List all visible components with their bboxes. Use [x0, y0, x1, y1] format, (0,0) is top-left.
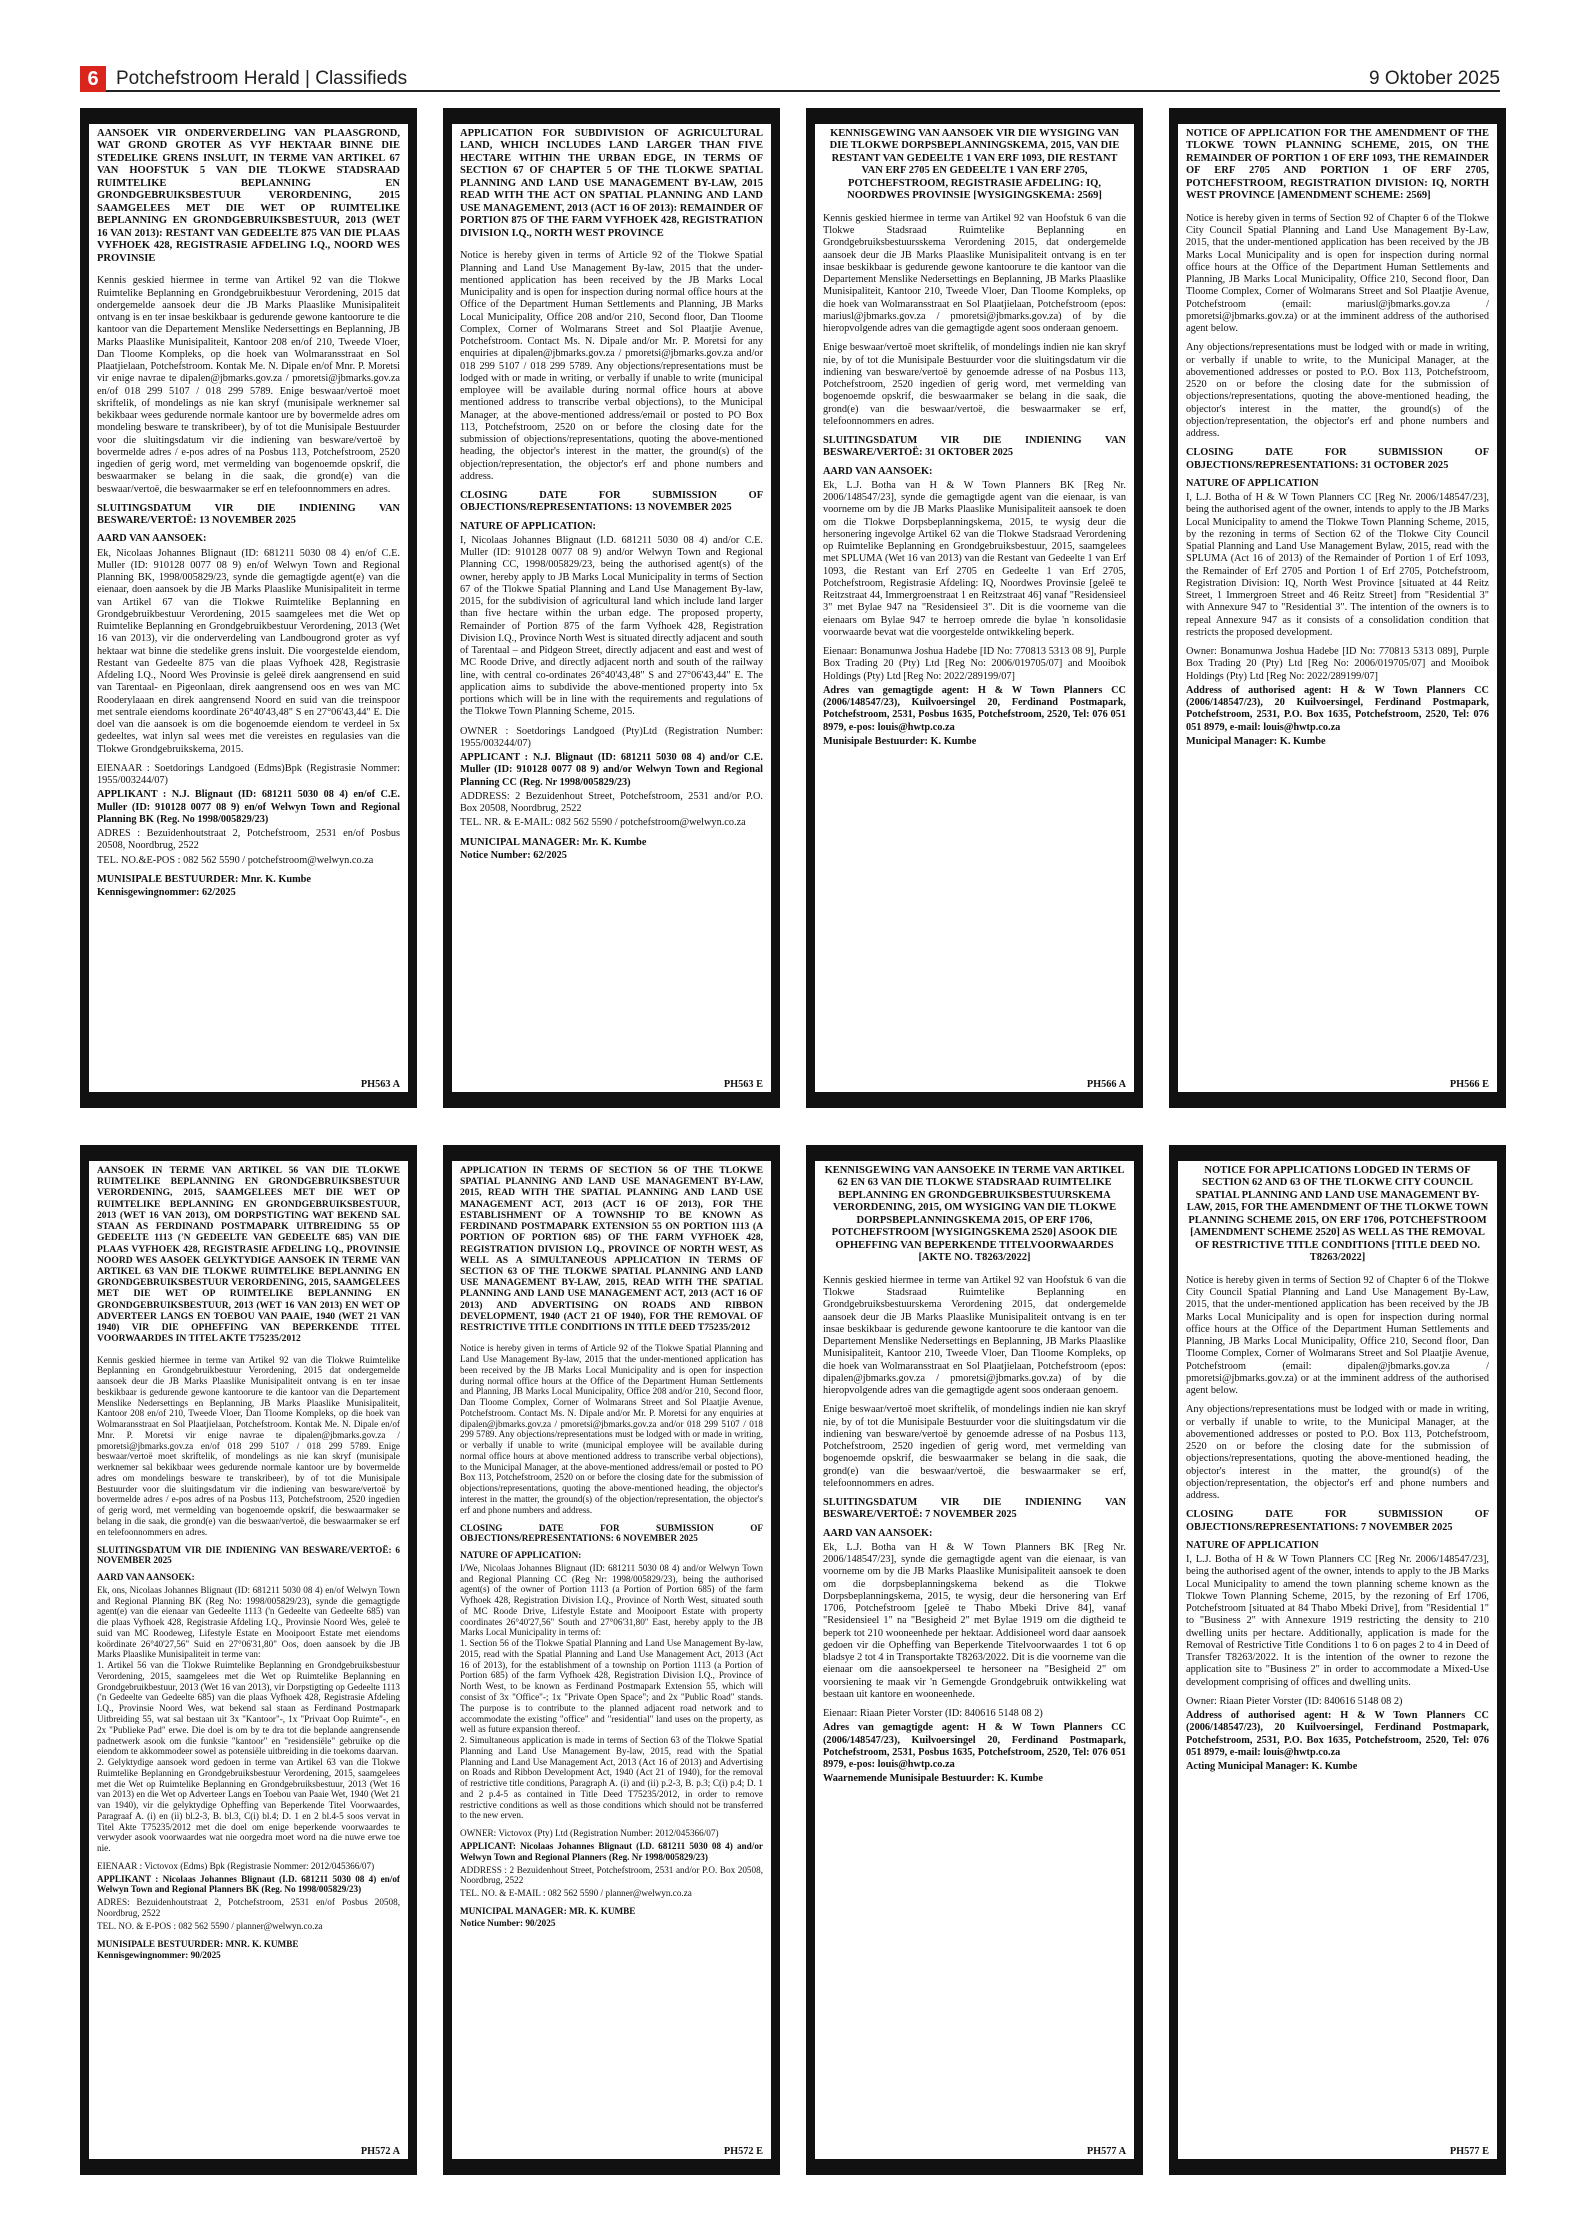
manager-signoff: MUNICIPAL MANAGER: Mr. K. Kumbe [460, 836, 647, 848]
notice-reference: PH566 A [1086, 1079, 1126, 1090]
owner-line: Owner: Riaan Pieter Vorster (ID: 840616 5148 08 2) [1186, 1695, 1403, 1707]
notice-paragraph: Kennis geskied hiermee in terme van Artikel 92 van Hoofstuk 6 van die Tlokwe Stadsraad Ruimtelike Beplanning en Grondgebruiksbestuurskema Verordening 2015, dat ondergemelde aansoek deur die JB Marks Plaaslike Munisipaliteit ontvang is en ter insae beskikbaar is gedurende gewone kantoorure te die kantoor van die Departement Menslike Nedersettings en Beplanning, JB Marks Plaaslike Munisipaliteit, Kantoor 210, Tweede Vloer, Dan Tloome Kompleks, op die hoek van Wolmaransstraat en Sol Plaatjielaan, Potchefstroom (epos: dipalen@jbmarks.gov.za / pmoretsi@jbmarks.gov.za) of by die hieropvolgende adres van die gemagtigde agent soos onderaan genoem. [823, 1274, 1126, 1397]
address-line: ADRES : Bezuidenhoutstraat 2, Potchefstroom, 2531 en/of Posbus 20508, Noordbrug, 2522 [97, 828, 400, 852]
application-text: I, Nicolaas Johannes Blignaut (I.D. 681211 5030 08 4) and/or C.E. Muller (ID: 910128 0077 08 9) and/or Welwyn Town and Regional Planning CC, 1998/005829/23, being the authorised agent(s) of the owner, hereby apply to JB Marks Local Municipality in terms of Section 67 of the Tlokwe Spatial Planning and Land Use Management By-law, 2015, for the subdivision of agricultural land which include land larger than five hectare within the urban edge. The proposed property, Remainder of Portion 875 of the farm Vyfhoek 428, Registration Division I.Q., Province North West is situated directly adjacent and south of Tarentaal – and Pidgeon Street, directly adjacent and east and west of MC Roode Drive, and directly adjacent north and south of the railway line, with central co-ordinates 26°40'43,48" S and 27°06'43,44" E. The application aims to subdivide the above-mentioned property into 5x portions which will be in line with the requirements and regulations of the Tlokwe Town Planning Scheme, 2015. [460, 534, 763, 718]
manager-signoff: Munisipale Bestuurder: K. Kumbe [823, 735, 977, 747]
notice-ph566e [1169, 108, 1506, 1108]
notice-heading: NOTICE OF APPLICATION FOR THE AMENDMENT OF THE TLOKWE TOWN PLANNING SCHEME, 2015, ON THE REMAINDER OF PORTION 1 OF ERF 1093, THE REMAINDER OF ERF 2705 AND PORTION 1 OF ERF 2705, POTCHEFSTROOM, REGISTRATION DIVISION: IQ, NORTH WEST PROVINCE [AMENDMENT SCHEME: 2569] [1186, 128, 1489, 202]
address-line: ADDRESS : 2 Bezuidenhout Street, Potchefstroom, 2531 and/or P.O. Box 20508, Noordbrug, 2522 [460, 1864, 763, 1886]
notice-ph566a [806, 108, 1143, 1108]
notice-paragraph: Kennis geskied hiermee in terme van Artikel 92 van die Tlokwe Ruimtelike Beplanning en Grondgebruikbestuur Verordening, 2015 dat ondergemelde aansoek deur die JB Marks Plaaslike Munisipaliteit ontvang is en ter insae beskikbaar is gedurende gewone kantoorure te die kantoor van die Departement Menslike Nedersettings en Beplanning, JB Marks Plaaslike Munisipaliteit, Kantoor 208 en/of 210, Tweede Vloer, Dan Tloome Kompleks, op die hoek van Wolmaransstraat en Sol Plaatjielaan, Potchefstroom. Kontak Me. N. Dipale en/of Mnr. P. Moretsi vir enige navrae te dipalen@jbmarks.gov.za / pmoretsi@jbmarks.gov.za en/of 018 299 5107 / 018 299 5789. Enige beswaar/vertoë moet skriftelik, of mondelings as nie kan skryf (munisipale werknemer sal bekikbaar wees gedurende normale kantoor ure by bovermelde adres om mondeling besware te transkribeer), by of tot die Munisipale Bestuurder voor die sluitingsdatum vir die indiening van besware/vertoë by bovermelde adres / e-pos adres of na Posbus 113, Potchefstroom, 2520 ingedien of gerig word, met vermelding van bogenoemde opskrif, die beswaarmaker se belang in die saak, die grond(e) van die beswaar/vertoë, die beswaarmaker se erf en telefoonnommers en adres. [97, 275, 400, 495]
notice-paragraph: Any objections/representations must be lodged with or made in writing, or verbally if unable to write, to the Municipal Manager, at the abovementioned addresses or posted to P.O. Box 113, Potchefstroom, 2520 on or before the closing date for the submission of objections/representations, quoting the above-mentioned heading, the objector's interest in the matter, the ground(s) of the objection/representation, the objector's erf and phone numbers and address. [1186, 342, 1489, 440]
closing-date: SLUITINGSDATUM VIR DIE INDIENING VAN BESWARE/VERTOË: 13 NOVEMBER 2025 [97, 502, 400, 527]
notice-body [97, 1165, 400, 2153]
application-text: I, L.J. Botha of H & W Town Planners CC [Reg Nr. 2006/148547/23], being the authorised agent of the owner, intends to apply to the JB Marks Local Municipality to amend the town planning scheme known as the Tlokwe Town Planning Scheme, 2015, by the rezoning of Erf 1706, Potchefstroom [situated at 84 Thabo Mbeki Drive], from "Residential 1" to "Business 2" with Annexure 1919 restricting the density to 210 dwelling units per hectare. Additionally, application is made for the Removal of Restrictive Title Conditions 1 to 6 on pages 2 to 4 in Deed of Transfer T8263/2022. It is the intention of the owner to rezone the application site to "Business 2" in order to accommodate a Mixed-Use development comprising of offices and dwelling units. [1186, 1554, 1489, 1688]
contact-line: TEL. NO.&E-POS : 082 562 5590 / potchefstroom@welwyn.co.za [97, 854, 374, 866]
notice-ph577a [806, 1145, 1143, 2175]
owner-line: EIENAAR : Soetdorings Landgoed (Edms)Bpk (Registrasie Nommer: 1955/003244/07) [97, 762, 400, 787]
notice-number: Notice Number: 62/2025 [460, 849, 567, 861]
closing-date: SLUITINGSDATUM VIR DIE INDIENING VAN BESWARE/VERTOË: 31 OKTOBER 2025 [823, 435, 1126, 459]
closing-date: CLOSING DATE FOR SUBMISSION OF OBJECTIONS/REPRESENTATIONS: 13 NOVEMBER 2025 [460, 490, 763, 514]
closing-date: SLUITINGSDATUM VIR DIE INDIENING VAN BESWARE/VERTOË: 7 NOVEMBER 2025 [823, 1497, 1126, 1521]
owner-line: Eienaar: Bonamunwa Joshua Hadebe [ID No: 770813 5313 08 9], Purple Box Trading 20 (Pty) Ltd [Reg No: 2006/019705/07] and Mooibok Holdings (Pty) Ltd [Reg No: 2022/289199/07] [823, 646, 1126, 682]
notice-paragraph: Kennis geskied hiermee in terme van Artikel 92 van die Tlokwe Ruimtelike Beplanning en Grondgebruikbestuur Verordening, 2015 dat ondergemelde aansoek deur die JB Marks Plaaslike Munisipaliteit ontvang is en ter insae beskikbaar is gedurende gewone kantoorure te die kantoor van die Departement Menslike Nedersettings en Beplanning, JB Marks Plaaslike Munisipaliteit, Kantoor 208 en/of 210, Tweede Vloer, Dan Tloome Kompleks, op die hoek van Wolmaransstraat en Sol Plaatjielaan, Potchefstroom. Kontak Me. N. Dipale en/of Mnr. P. Moretsi vir enige navrae te dipalen@jbmarks.gov.za / pmoretsi@jbmarks.gov.za en/of 018 299 5107 / 018 299 5789. Enige beswaar/vertoë moet skriftelik, of mondelings as nie kan skryf (munisipale werknemer sal bekikbaar wees gedurende normale kantoor ure by bovermelde adres om mondelings besware te transkribeer), by of tot die Munisipale Bestuurder voor die sluitingsdatum vir die indiening van besware/vertoë by bovermelde adres / e-pos adres of na Posbus 113, Potchefstroom, 2520 ingedien of gerig word, met vermelding van bogenoemde opskrif, die beswaarmaker se belang in die saak, die grond(e) van die beswaar/vertoë, die beswaarmaker se erf en telefoonnommers en adres. [97, 1354, 400, 1537]
closing-date: SLUITINGSDATUM VIR DIE INDIENING VAN BESWARE/VERTOË: 6 NOVEMBER 2025 [97, 1544, 400, 1566]
paper-name: Potchefstroom Herald | Classifieds [116, 68, 408, 89]
notice-body [1186, 1165, 1489, 2153]
notice-reference: PH563 A [360, 1079, 400, 1090]
notice-paragraph: Notice is hereby given in terms of Article 92 of the Tlokwe Spatial Planning and Land Use Management By-law, 2015 that the under-mentioned application has been received by the JB Marks Local Municipality and is open for inspection during normal office hours at the Office of the Department Human Settlements and Planning, JB Marks Local Municipality, Office 208 and/or 210, Second floor, Dan Tloome Complex, Corner of Wolmarans Street and Sol Plaatjie Avenue, Potchefstroom. Contact Ms. N. Dipale and/or Mr. P. Moretsi for any enquiries at dipalen@jbmarks.gov.za / pmoretsi@jbmarks.gov.za and/or 018 299 5107 / 018 299 5789. Any objections/representations must be lodged with or made in writing, or verbally if unable to write (municipal employee will be available during normal office hours at above mentioned address to transcribe verbal objections), to the Municipal Manager, at the above-mentioned address/email or posted to PO Box 113, Potchefstroom, 2520 on or before the closing date for the submission of objections/representations, quoting the above-mentioned heading, the objector's interest in the matter, the ground(s) of the objection/representation, the objector's erf and phone numbers and address. [460, 250, 763, 482]
application-text: Ek, L.J. Botha van H & W Town Planners BK [Reg Nr. 2006/148547/23], synde die gemagtigde agent van die eienaar, is van voorneme om by die JB Marks Plaaslike Munisipaliteit aansoek te doen om die Tlokwe Dorpsbeplanningskema, 2015, te wysig deur die hersonering ingevolge Artikel 62 van die Tlokwe Stadsraad Verordening op Ruimtelike Beplanning en Grondgebruiksbestuur, 2015, saamgelees met SPLUMA (Wet 16 van 2013) van die Restant van Gedeelte 1 van Erf 1093, die Restant van Erf 2705 en Gedeelte 1 van Erf 2705, Potchefstroom, Registrasie Afdeling: IQ, Noordwes Provinsie [geleë te Reitzstraat 44, Immergroenstraat 1 en Reitzstraat 46] vanaf "Residensieel 3" met Bylae 947 na "Residensieel 3". Dit is die voorneme van die eienaars om Bylae 947 te herroep omrede die bylae 'n konsolidasie voorwaarde bevat wat die voorgestelde ontwikkeling beperk. [823, 479, 1126, 638]
notice-reference: PH577 A [1086, 2146, 1126, 2157]
notices-banner: KENNISGEWINGS • NOTICES [520, 2160, 703, 2174]
address-line: ADRES: Bezuidenhoutstraat 2, Potchefstroom, 2531 en/of Posbus 20508, Noordbrug, 2522 [97, 1897, 400, 1919]
notices-banner: KENNISGEWINGS • NOTICES [883, 1093, 1066, 1107]
manager-signoff: MUNISIPALE BESTUURDER: Mnr. K. Kumbe [97, 873, 311, 885]
closing-date: CLOSING DATE FOR SUBMISSION OF OBJECTIONS/REPRESENTATIONS: 7 NOVEMBER 2025 [1186, 1509, 1489, 1533]
notices-banner: KENNISGEWINGS • NOTICES [883, 1146, 1066, 1160]
applicant-line: APPLICANT : N.J. Blignaut (ID: 681211 5030 08 4) and/or C.E. Muller (ID: 910128 0077 08 9) and/or Welwyn Town and Regional Planning CC (Reg. Nr 1998/005829/23) [460, 752, 763, 788]
application-subhead: NATURE OF APPLICATION [1186, 477, 1319, 489]
applicant-line: APPLIKANT : N.J. Blignaut (ID: 681211 5030 08 4) en/of C.E. Muller (ID: 910128 0077 08 9) en/of Welwyn Town and Regional Planning BK (Reg. No 1998/005829/23) [97, 789, 400, 825]
application-text: Ek, L.J. Botha van H & W Town Planners BK [Reg Nr. 2006/148547/23], synde die gemagtigde agent van die eienaar, is van voorneme om by die JB Marks Plaaslike Munisipaliteit aansoek te doen om die dorpsbeplanningskema bekend as die Tlokwe Dorpsbeplanningskema, 2015, te wysig, deur die hersonering van Erf 1706, Potchefstroom [geleë te Thabo Mbeki Drive 84], vanaf "Residensieel 1" na "Besigheid 2" met Bylae 1919 om die digtheid te beperk tot 210 wooneenhede per hektaar. Addisioneel word daar aansoek gedoen vir die Opheffing van Beperkende Titelvoorwaardes 1 tot 6 op bladsye 2 tot 4 in Transportakte T8263/2022. Dit is die voorneme van die eienaar om die aansoekperseel te hersoneer na "Besigheid 2" om voorsiening te maak vir 'n Gemengde Grondgebruik ontwikkeling wat bestaan uit kantore en wooneenhede. [823, 1541, 1126, 1700]
notices-banner: KENNISGEWINGS • NOTICES [1246, 2160, 1429, 2174]
notice-body [823, 1165, 1126, 2153]
address-line: ADDRESS: 2 Bezuidenhout Street, Potchefstroom, 2531 and/or P.O. Box 20508, Noordbrug, 2522 [460, 790, 763, 815]
page-number: 6 [80, 66, 106, 92]
notice-body [460, 128, 763, 1086]
application-text: I, L.J. Botha of H & W Town Planners CC [Reg Nr. 2006/148547/23], being the authorised agent of the owner, intends to apply to the JB Marks Local Municipality to amend the Tlokwe Town Planning Scheme, 2015, by the rezoning in terms of Section 62 of the Tlokwe City Council Spatial Planning and Land Use Management Bylaw, 2015, read with the SPLUMA (Act 16 of 2013) of the Remainder of Portion 1 of Erf 1093, the Remainder of Erf 2705 and Portion 1 of Erf 2705, Potchefstroom, Registration Division: IQ, North West Province [situated at 44 Reitz Street, 1 Immergroen Street and 46 Reitz Street] from "Residential 3" with Annexure 947 to "Residential 3". The intention of the owners is to repeal Annexure 947 as it consists of a consolidation condition that restricts the proposed development. [1186, 492, 1489, 638]
owner-line: Eienaar: Riaan Pieter Vorster (ID: 840616 5148 08 2) [823, 1708, 1043, 1720]
notice-heading: KENNISGEWING VAN AANSOEK VIR DIE WYSIGING VAN DIE TLOKWE DORPSBEPLANNINGSKEMA, 2015, VAN DIE RESTANT VAN GEDEELTE 1 VAN ERF 1093, DIE RESTANT VAN ERF 2705 EN GEDEELTE 1 VAN ERF 2705, POTCHEFSTROOM, REGISTRASIE AFDELING: IQ, NOORDWES PROVINSIE [WYSIGINGSKEMA: 2569] [829, 128, 1120, 202]
notice-body [1186, 128, 1489, 1086]
notice-ph572e [443, 1145, 780, 2175]
notice-body [823, 128, 1126, 1086]
application-subhead: NATURE OF APPLICATION: [460, 1550, 582, 1561]
notice-paragraph: Kennis geskied hiermee in terme van Artikel 92 van Hoofstuk 6 van die Tlokwe Stadsraad Ruimtelike Beplanning en Grondgebruiksbestuursskema Verordening 2015, dat ondergemelde aansoek deur die JB Marks Plaaslike Munisipaliteit ontvang is en ter insae beskikbaar is gedurende gewone kantoorure te die kantoor van die Departement Menslike Nedersettings en Beplanning, JB Marks Plaaslike Munisipaliteit, Kantoor 210, Tweede Vloer, Dan Tloome Kompleks, op die hoek van Wolmaransstraat en Sol Plaatjielaan, Potchefstroom (epos: mariusl@jbmarks.gov.za / pmoretsi@jbmarks.gov.za) of by die hieropvolgende adres van die gemagtigde agent soos onderaan genoem. [823, 212, 1126, 335]
application-text: Ek, Nicolaas Johannes Blignaut (ID: 681211 5030 08 4) en/of C.E. Muller (ID: 910128 0077 08 9) en/of Welwyn Town and Regional Planning BK, 1998/005829/23, synde die gemagtigde agent(e) van die eienaar, doen aansoek by die JB Marks Plaaslike Munisipaliteit in terme van Artikel 67 van die Tlokwe Ruimtelike Beplanning en Grondgebruikbestuur Verordening, 2015 saamgelees met die Wet op Ruimtelike Beplanning en Grondgebruikbestuur Verordening, 2013 (Wet 16 van 2013), vir die onderverdeling van Landbougrond groter as vyf hektaar wat binne die stedelike grens insluit. Die voorgestelde eiendom, Restant van Gedeelte 875 van die plaas Vyfhoek 428, Registrasie Afdeling I.Q., Noord Wes Provinsie is geleë direk aangrensend en suid van Tarentaal- en Pigeonlaan, direk aangrensend oos en wes van MC Rooderylaaan en direk aangrensend Noord en suid van die treinspoor met sentrale eiendoms koordinate 26°40'43,48" S en 27°06'43,44" E. Die doel van die aansoek is om die bogenoemde eiendom te verdeel in 5x gedeeltes, wat inlyn sal wees met die vereistes en regulasies van die Tlokwe Grondgebruikskema, 2015. [97, 547, 400, 755]
application-subhead: AARD VAN AANSOEK: [823, 465, 933, 477]
notices-banner: KENNISGEWINGS • NOTICES [1246, 1093, 1429, 1107]
notice-ph563a [80, 108, 417, 1108]
application-subhead: NATURE OF APPLICATION [1186, 1539, 1319, 1551]
notice-ph577e [1169, 1145, 1506, 2175]
contact-line: TEL. NR. & E-MAIL: 082 562 5590 / potchefstroom@welwyn.co.za [460, 817, 746, 829]
notices-banner: KENNISGEWINGS • NOTICES [520, 1093, 703, 1107]
notice-heading: AANSOEK IN TERME VAN ARTIKEL 56 VAN DIE TLOKWE RUIMTELIKE BEPLANNING EN GRONDGEBRUIKSBESTUUR VERORDENING, 2015, SAAMGELEES MET DIE WET OP RUIMTELIKE BEPLANNING EN GRONDGEBRUIKSBESTUUR, 2013 (WET 16 VAN 2013), OM DORPSTIGTING WAT BEKEND SAL STAAN AS FERDINAND POSTMAPARK UITBREIDING 55 OP GEDEELTE 1113 ('N GEDEELTE VAN GEDEELTE 685) VAN DIE PLAAS VYFHOEK 428, REGISTRASIE AFDELING I.Q., PROVINSIE NOORD WES AASOEK GELYKTYDIGE AANSOEK IN TERME VAN ARTIKEL 63 VAN DIE TLOKWE RUIMTELIKE BEPLANNING EN GRONDGEBRUIKSBESTUUR VERORDENING, 2015, SAAMGELEES MET DIE WET OP RUIMTELIKE BEPLANNING EN GRONDGEBRUIKSBESTUUR, 2013 (WET 16 VAN 2013) EN WET OP ADVERTEER LANGS EN TOEBOU VAN PAAIE, 1940 (WET 21 VAN 1940) VIR DIE OPHEFFING VAN BEPERKENDE TITEL VOORWAARDES IN TITEL AKTE T75235/2012 [97, 1165, 400, 1345]
application-subhead: AARD VAN AANSOEK: [97, 533, 207, 545]
notice-paragraph: Any objections/representations must be lodged with or made in writing, or verbally if unable to write, to the Municipal Manager, at the abovementioned addresses or posted to P.O. Box 113, Potchefstroom, 2520 on or before the closing date for the submission of objections/representations, quoting the above-mentioned heading, the objector's interest in the matter, the ground(s) of the objection/representation, the objector's erf and phone numbers and address. [1186, 1404, 1489, 1502]
notice-paragraph: Enige beswaar/vertoë moet skriftelik, of mondelings indien nie kan skryf nie, by of tot die Munisipale Bestuurder voor die sluitingsdatum vir die indiening van besware/vertoë by genoemde adresse of na Posbus 113, Potchefstroom, 2520 ingedien of gerig word, met vermelding van bogenoemde opskrif, die beswaarmaker se belang in die saak, die grond(e) van die beswaar/vertoë, die beswaarmaker se erf, telefoonnommers en adres. [823, 1404, 1126, 1489]
notice-body [460, 1165, 763, 2153]
application-subhead: NATURE OF APPLICATION: [460, 520, 596, 532]
notice-ph563e [443, 108, 780, 1108]
owner-line: OWNER : Soetdorings Landgoed (Pty)Ltd (Registration Number: 1955/003244/07) [460, 725, 763, 749]
closing-date: CLOSING DATE FOR SUBMISSION OF OBJECTIONS/REPRESENTATIONS: 31 OCTOBER 2025 [1186, 447, 1489, 471]
notice-reference: PH566 E [1449, 1079, 1489, 1090]
notice-body [97, 128, 400, 1086]
notice-number: Kennisgewingnommer: 62/2025 [97, 887, 236, 899]
notice-number: Notice Number: 90/2025 [460, 1917, 556, 1928]
closing-date: CLOSING DATE FOR SUBMISSION OF OBJECTIONS/REPRESENTATIONS: 6 NOVEMBER 2025 [460, 1522, 763, 1544]
contact-line: TEL. NO. & E-MAIL : 082 562 5590 / planner@welwyn.co.za [460, 1888, 692, 1899]
notice-reference: PH577 E [1449, 2146, 1489, 2157]
contact-line: TEL. NO. & E-POS : 082 562 5590 / planner@welwyn.co.za [97, 1920, 323, 1931]
notice-heading: KENNISGEWING VAN AANSOEKE IN TERME VAN ARTIKEL 62 EN 63 VAN DIE TLOKWE STADSRAAD RUIMTELIKE BEPLANNING EN GRONDGEBRUIKSBESTUURSKEMA VERORDENING, 2015, OM WYSIGING VAN DIE TLOKWE DORPSBEPLANNINGSKEMA 2015, OP ERF 1706, POTCHEFSTROOM [WYSIGINGSKEMA 2520] ASOOK DIE OPHEFFING VAN BEPERKENDE TITELVOORWAARDES [AKTE NO. T8263/2022] [824, 1165, 1125, 1264]
notice-heading: NOTICE FOR APPLICATIONS LODGED IN TERMS OF SECTION 62 AND 63 OF THE TLOKWE CITY COUNCIL SPATIAL PLANNING AND LAND USE MANAGEMENT BY-LAW, 2015, FOR THE AMENDMENT OF THE TLOKWE TOWN PLANNING SCHEME 2015, ON ERF 1706, POTCHEFSTROOM [AMENDMENT SCHEME 2520] AS WELL AS THE REMOVAL OF RESTRICTIVE TITLE CONDITIONS [TITLE DEED NO. T8263/2022] [1186, 1165, 1489, 1264]
notices-banner: KENNISGEWINGS • NOTICES [157, 109, 340, 123]
notices-banner: KENNISGEWINGS • NOTICES [520, 109, 703, 123]
application-subhead: AARD VAN AANSOEK: [823, 1527, 933, 1539]
owner-line: Owner: Bonamunwa Joshua Hadebe [ID No: 770813 5313 089], Purple Box Trading 20 (Pty) Ltd [Reg No: 2006/019705/07] and Mooibok Holdings (Pty) Ltd [Reg No: 2022/289199/07] [1186, 646, 1489, 682]
notices-banner: KENNISGEWINGS • NOTICES [883, 109, 1066, 123]
notices-banner: KENNISGEWINGS • NOTICES [883, 2160, 1066, 2174]
manager-signoff: MUNISIPALE BESTUURDER: MNR. K. KUMBE [97, 1938, 299, 1949]
notice-number: Kennisgewingnommer: 90/2025 [97, 1950, 221, 1961]
notice-paragraph: Notice is hereby given in terms of Section 92 of Chapter 6 of the Tlokwe City Council Spatial Planning and Land Use Management By-Law, 2015, that the under-mentioned application has been received by the JB Marks Local Municipality and is open for inspection during normal office hours at the Office of the Department Human Settlements and Planning, JB Marks Local Municipality, Office 210, Second floor, Dan Tloome Complex, Corner of Wolmarans Street and Sol Plaatjie Avenue, Potchefstroom (email: mariusl@jbmarks.gov.za / pmoretsi@jbmarks.gov.za) or at the imminent address of the authorised agent below. [1186, 212, 1489, 335]
application-subhead: AARD VAN AANSOEK: [97, 1572, 195, 1583]
applicant-line: Adres van gemagtigde agent: H & W Town Planners CC (2006/148547/23), Kuilvoersingel 20, Ferdinand Postmapark, Potchefstroom, 2531, Posbus 1635, Potchefstroom, 2520, Tel: 076 051 8979, e-pos: louis@hwtp.co.za [823, 1722, 1126, 1771]
notice-paragraph: Enige beswaar/vertoë moet skriftelik, of mondelings indien nie kan skryf nie, by of tot die Munisipale Bestuurder voor die sluitingsdatum vir die indiening van besware/vertoë by genoemde adresse of na Posbus 113, Potchefstroom, 2520 ingedien of gerig word, met vermelding van bogenoemde opskrif, die beswaarmaker se belang in die saak, die grond(e) van die beswaar/vertoë, die beswaarmaker se erf, telefoonnommers en adres. [823, 342, 1126, 427]
manager-signoff: Municipal Manager: K. Kumbe [1186, 735, 1326, 747]
notices-banner: KENNISGEWINGS • NOTICES [157, 2160, 340, 2174]
issue-date: 9 Oktober 2025 [1369, 68, 1500, 89]
owner-line: OWNER: Victovox (Pty) Ltd (Registration Number: 2012/045366/07) [460, 1828, 719, 1839]
notice-heading: AANSOEK VIR ONDERVERDELING VAN PLAASGROND, WAT GROND GROTER AS VYF HEKTAAR BINNE DIE STEDELIKE GRENS INSLUIT, IN TERME VAN ARTIKEL 67 VAN HOOFSTUK 5 VAN DIE TLOKWE STADSRAAD RUIMTELIKE BEPLANNING EN GRONDGEBRUIKSBESTUUR VERORDENING, 2015 SAAMGELEES MET DIE WET OP RUIMTELIKE BEPLANNING EN GRONDGEBRUIKSBESTUUR, 2013 (WET 16 VAN 2013): RESTANT VAN GEDEELTE 875 VAN DIE PLAAS VYFHOEK 428, REGISTRASIE AFDELING I.Q., NOORD WES PROVINSIE [97, 128, 400, 264]
applicant-line: Address of authorised agent: H & W Town Planners CC (2006/148547/23), 20 Kuilvoersingel, Ferdinand Postmapark, Potchefstroom, 2531, P.O. Box 1635, Potchefstroom, 2520, Tel: 076 051 8979, e-mail: louis@hwtp.co.za [1186, 1710, 1489, 1758]
applicant-line: APPLICANT: Nicolaas Johannes Blignaut (I.D. 681211 5030 08 4) and/or Welwyn Town and Regional Planners (Reg. Nr 1998/005829/23) [460, 1840, 763, 1862]
manager-signoff: MUNICIPAL MANAGER: MR. K. KUMBE [460, 1905, 636, 1916]
notice-reference: PH572 E [723, 2146, 763, 2157]
notices-banner: KENNISGEWINGS • NOTICES [520, 1146, 703, 1160]
applicant-line: APPLIKANT : Nicolaas Johannes Blignaut (I.D. 681211 5030 08 4) en/of Welwyn Town and Regional Planners BK (Reg. No 1998/005829/23) [97, 1873, 400, 1895]
notice-paragraph: Notice is hereby given in terms of Article 92 of the Tlokwe Spatial Planning and Land Use Management By-law, 2015 that the under-mentioned application has been received by the JB Marks Local Municipality and is open for inspection during normal office hours at the Office of the Department Human Settlements and Planning, JB Marks Local Municipality, Office 208 and/or 210, Second floor, Dan Tloome Complex, Corner of Wolmarans Street and Sol Plaatjie Avenue, Potchefstroom. Contact Ms. N. Dipale and/or Mr. P. Moretsi for any enquiries at dipalen@jbmarks.gov.za / pmoretsi@jbmarks.gov.za and/or 018 299 5107 / 018 299 5789. Any objections/representations must be lodged with or made in writing, or verbally if unable to write (municipal employee will be available during normal office hours at above mentioned address to transcribe verbal objections), to the Municipal Manager, at the above-mentioned address/email or posted to PO Box 113, Potchefstroom, 2520 on or before the closing date for the submission of objections/representations, quoting the above-mentioned heading, the objector's interest in the matter, the ground(s) of the objection/representation, the objector's erf and phone numbers and address. [460, 1343, 763, 1515]
manager-signoff: Acting Municipal Manager: K. Kumbe [1186, 1761, 1358, 1773]
notice-paragraph: Notice is hereby given in terms of Section 92 of Chapter 6 of the Tlokwe City Council Spatial Planning and Land Use Management By-Law, 2015, that the under-mentioned application has been received by the JB Marks Local Municipality and is open for inspection during normal office hours at the Office of the Department Human Settlements and Planning, JB Marks Local Municipality, Office 210, Second floor, Dan Tloome Complex, Corner of Wolmarans Street and Sol Plaatjie Avenue, Potchefstroom (email: dipalen@jbmarks.gov.za / pmoretsi@jbmarks.gov.za) or at the imminent address of the authorised agent below. [1186, 1274, 1489, 1397]
notice-ph572a [80, 1145, 417, 2175]
notice-heading: APPLICATION IN TERMS OF SECTION 56 OF THE TLOKWE SPATIAL PLANNING AND LAND USE MANAGEMENT BY-LAW, 2015, READ WITH THE SPATIAL PLANNING AND LAND USE MANAGEMENT ACT, 2013 (ACT 16 OF 2013), FOR THE ESTABLISHMENT OF A TOWNSHIP TO BE KNOWN AS FERDINAND POSTMAPARK EXTENSION 55 ON PORTION 1113 (A PORTION OF PORTION 685) OF THE FARM VYFHOEK 428, REGISTRATION DIVISION I.Q., PROVINCE OF NORTH WEST, AS WELL AS A SIMULTANEOUS APPLICATION IN TERMS OF SECTION 63 OF THE TLOKWE SPATIAL PLANNING AND LAND USE MANAGEMENT BY-LAW, 2015, READ WITH THE SPATIAL PLANNING AND LAND USE MANAGEMENT ACT, 2013 (ACT 16 OF 2013) AND ADVERTISING ON ROADS AND RIBBON DEVELOPMENT, 1940 (ACT 21 OF 1940), FOR THE REMOVAL OF RESTRICTIVE TITLE CONDITIONS IN TITLE DEED T75235/2012 [460, 1165, 763, 1334]
notices-banner: KENNISGEWINGS • NOTICES [1246, 1146, 1429, 1160]
page-header [80, 66, 1500, 92]
owner-line: EIENAAR : Victovox (Edms) Bpk (Registrasie Nommer: 2012/045366/07) [97, 1860, 375, 1871]
notice-reference: PH572 A [360, 2146, 400, 2157]
notice-heading: APPLICATION FOR SUBDIVISION OF AGRICULTURAL LAND, WHICH INCLUDES LAND LARGER THAN FIVE HECTARE WITHIN THE URBAN EDGE, IN TERMS OF SECTION 67 OF CHAPTER 5 OF THE TLOKWE SPATIAL PLANNING AND LAND USE MANAGEMENT BY-LAW, 2015 READ WITH THE ACT ON SPATIAL PLANNING AND LAND USE MANAGEMENT, 2013 (ACT 16 OF 2013): REMAINDER OF PORTION 875 OF THE FARM VYFHOEK 428, REGISTRATION DIVISION I.Q., NORTH WEST PROVINCE [460, 128, 763, 239]
notices-banner: KENNISGEWINGS • NOTICES [157, 1093, 340, 1107]
applicant-line: Address of authorised agent: H & W Town Planners CC (2006/148547/23), 20 Kuilvoersingel, Ferdinand Postmapark, Potchefstroom, 2531, P.O. Box 1635, Potchefstroom, 2520, Tel: 076 051 8979, e-mail: louis@hwtp.co.za [1186, 684, 1489, 733]
application-text: Ek, ons, Nicolaas Johannes Blignaut (ID: 681211 5030 08 4) en/of Welwyn Town and Regional Planning BK (Reg No: 1998/005829/23), synde die gemagtigde agent(e) van die eienaar van Gedeelte 1113 ('n Gedeelte van Gedeelte 685) van die plaas Vyfhoek 428, Registrasie Afdeling I.Q., Provinsie Noord Wes, geleë te suid van MC Roodeweg, Lifestyle Estate en Mooipoort Estate met eiendoms koördinate 26°40'27,56" Suid en 27°06'31,80" Oos, doen aansoek by die JB Marks Plaaslike Munisipaliteit in terme van: 1. Artikel 56 van die Tlokwe Ruimtelike Beplanning en Grondgebruiksbestuur Verordening, 2015, saamgelees met die Wet op Ruimtelike Beplanning en Grondgebruikbestuur, 2013 (Wet 16 van 2013), vir Dorpstigting op Gedeelte 1113 ('n Gedeelte van Gedeelte 685) van die plaas Vyfhoek 428, Registrasie Afdeling I.Q., Provinsie Noord Wes, wat bekend sal staan as Ferdinand Postmapark Uitbreiding 55, wat sal bestaan uit 3x "Kantoor"-, 1x "Privaat Oop Ruimte"-, en 2x "Publieke Pad" erwe. Die doel is om by te dra tot die beplande aangrensende padnetwerk asook om die funksie "kantoor" en "residensiële" gebruike op die eiendom te akkommodeer sowel as potensiële uitbreiding in die toekoms daarvan. 2. Gelyktydige aansoek word gedoen in terme van Artikel 63 van die Tlokwe Ruimtelike Beplanning en Grondgebruiksbestuur Verordening, 2015, saamgelees met die Wet op Ruimtelike Beplanning en Grondgebruiksbestuur, 2013 (Wet 16 van 2013) en die Wet op Adverteer Langs en Toebou van Paaie Wet, 1940 (Wet 21 van 1940), vir die gelyktydige Opheffing van Beperkende Titel Voorwaardes, Paragraaf A. (i) en (ii) bl.2-3, B. bl.3, C(i) bl.4; D. 1 en 2 bl.4-5 soos vervat in Titel Akte T75235/2012 met die doel om enige beperkende voorwaardes te verwyder asook voorwaardes wat nie oorgedra moet word na die nuwe erwe toe nie. [97, 1584, 400, 1854]
notices-banner: KENNISGEWINGS • NOTICES [157, 1146, 340, 1160]
application-text: I/We, Nicolaas Johannes Blignaut (ID: 681211 5030 08 4) and/or Welwyn Town and Regional Planning CC (Reg Nr: 1998/005829/23), being the authorised agent(s) of the owner of Portion 1113 (a Portion of Portion 685) of the farm Vyfhoek 428, Registration Division I.Q., Province of North West, situated south of MC Roode Drive, Lifestyle Estate and Mooipoort Estate with property coordinates 26°40'27,56" South and 27°06'31,80" East, hereby apply to the JB Marks Local Municipality in terms of: 1. Section 56 of the Tlokwe Spatial Planning and Land Use Management By-law, 2015, read with the Spatial Planning and Land Use Management Act, 2013 (Act 16 of 2013), for the establishment of a township on Portion 1113 (a Portion of Portion 685) of the farm Vyfhoek 428, Registration Division I.Q., Province of North West, to be known as Ferdinand Postmapark Extension 55, which will consist of 3x "Office"-; 1x "Private Open Space"; and 2x "Public Road" stands. The purpose is to contribute to the planned adjacent road network and to accommodate the existing "office" and "residential" land uses on the property, as well as future expansion thereof. 2. Simultaneous application is made in terms of Section 63 of the Tlokwe Spatial Planning and Land Use Management By-law, 2015, read with the Spatial Planning and Land Use Management Act, 2013 (Act 16 of 2013) and Advertising on Roads and Ribbon Development Act, 1940 (Act 21 of 1940), for the removal of restrictive title conditions, Paragraph A. (i) and (ii) p.2-3, B. p.3; C(i) p.4; D. 1 and 2 p.4-5 as contained in Title Deed T75235/2012, in order to remove restrictive conditions as well as those conditions which should not be transferred to the new erven. [460, 1562, 763, 1821]
notices-banner: KENNISGEWINGS • NOTICES [1246, 109, 1429, 123]
notice-reference: PH563 E [723, 1079, 763, 1090]
manager-signoff: Waarnemende Munisipale Bestuurder: K. Kumbe [823, 1773, 1043, 1785]
applicant-line: Adres van gemagtigde agent: H & W Town Planners CC (2006/148547/23), Kuilvoersingel 20, Ferdinand Postmapark, Potchefstroom, 2531, Posbus 1635, Potchefstroom, 2520, Tel: 076 051 8979, e-pos: louis@hwtp.co.za [823, 684, 1126, 733]
